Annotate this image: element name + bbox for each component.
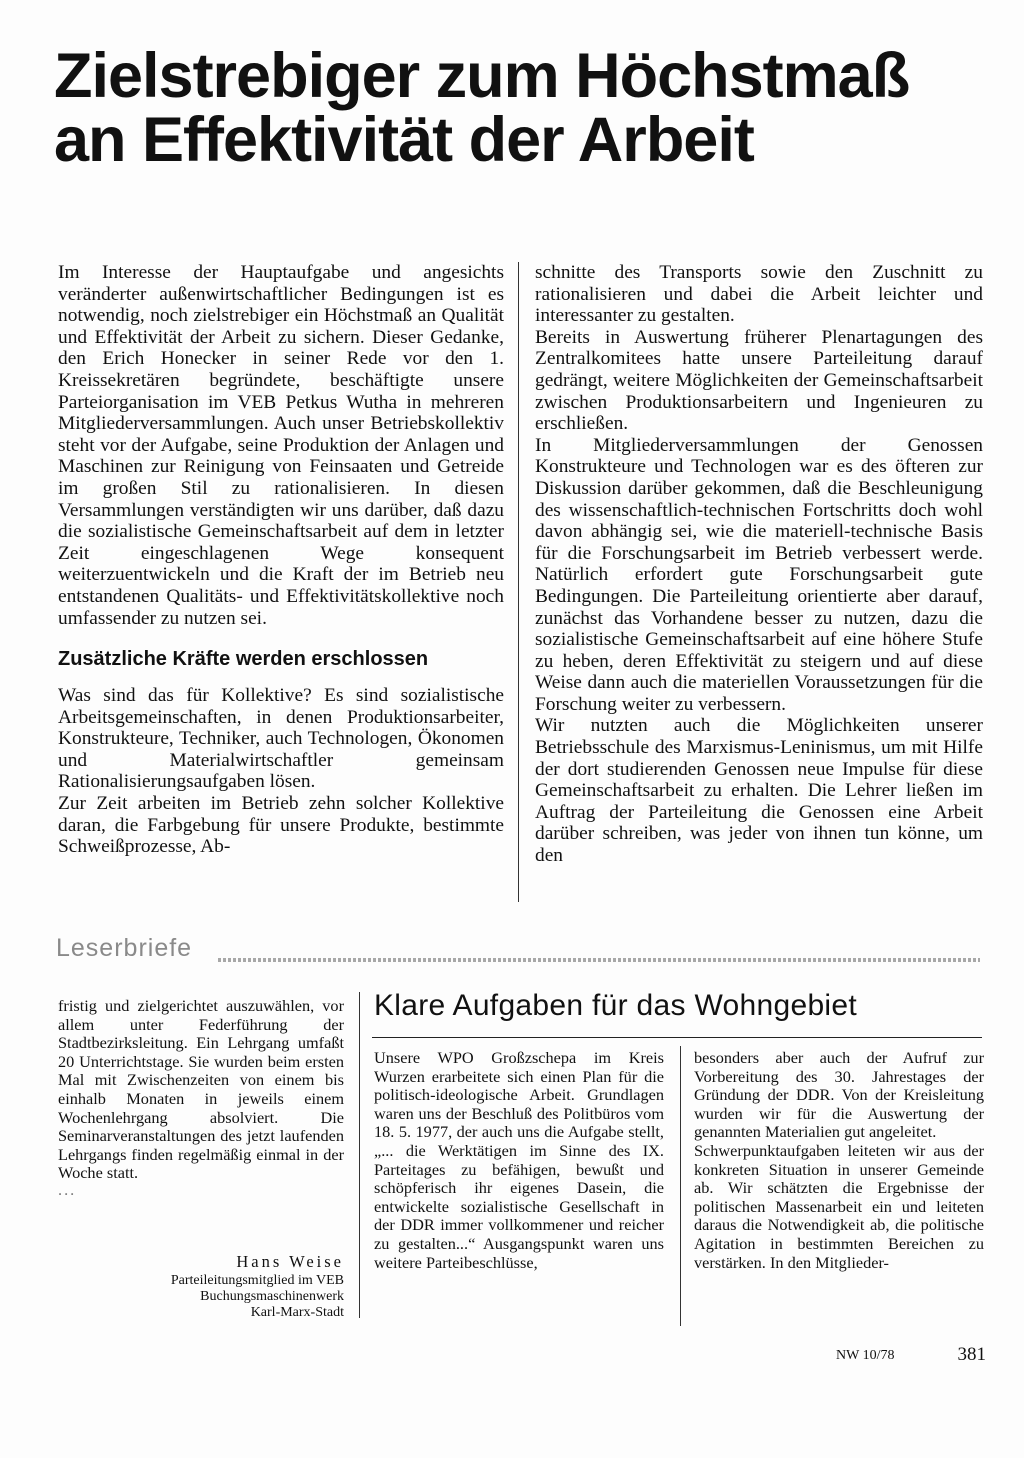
letter-signature [171, 1252, 344, 1321]
title-line-1: Zielstrebiger zum Höchstmaß [54, 41, 910, 111]
letter-1-column [58, 997, 344, 1197]
title-line-2: an Effektivität der Arbeit [54, 105, 754, 175]
article-column-2 [535, 262, 983, 867]
column-divider [518, 262, 519, 902]
section-divider [218, 958, 980, 962]
subheading: Zusätzliche Kräfte werden erschlossen [58, 648, 429, 671]
ellipsis-mark: ... [58, 1179, 77, 1199]
article-column-1 [58, 262, 504, 858]
paragraph: Bereits in Auswertung früherer Plenartagungen des Zentralkomitees hatte unsere Parteileitung darauf gedrängt, weitere Möglichkeiten der Gemeinschaftsarbeit zwischen Produktionsarbeitern und Ingenieuren zu erschließen. [535, 326, 983, 435]
author-role: Parteileitungsmitglied im VEB [170, 1273, 344, 1288]
author-city: Karl-Marx-Stadt [250, 1305, 344, 1320]
paragraph: Was sind das für Kollektive? Es sind sozialistische Arbeitsgemeinschaften, in denen Produktionsarbeiter, Konstrukteure, Techniker, auch Technologen, Ökonomen und Materialwirtschaftler gemeinsam Rationalisierungsaufgaben lösen. [58, 685, 504, 793]
page-number: 381 [957, 1344, 986, 1365]
paragraph: Im Interesse der Hauptaufgabe und angesichts veränderter außenwirtschaftlicher Bedingungen ist es notwendig, noch zielstrebiger ein Höchstmaß an Qualität und Effektivität der Arbeit zu sichern. Dieser Gedanke, den Erich Honecker in seiner Rede vor den 1. Kreissekretären begründete, beschäftigte unsere Parteiorganisation im VEB Petkus Wutha in mehreren Mitgliederversammlungen. Auch unser Betriebskollektiv steht vor der Aufgabe, seine Produktion der Anlagen und Maschinen zur Reinigung von Feinsaaten und Getreide im großen Stil zu rationalisieren. In diesen Versammlungen verständigten wir uns darüber, daß dazu die sozialistische Gemeinschaftsarbeit auf dem in letzter Zeit eingeschlagenen Wege konsequent weiterzuentwickeln und die Kraft der im Betrieb neu entstandenen Qualitäts- und Effektivitätskollektive noch umfassender zu nutzen sei. [58, 262, 504, 629]
section-label-leserbriefe: Leserbriefe [56, 934, 193, 962]
letter-2-title: Klare Aufgaben für das Wohngebiet [374, 989, 858, 1022]
page-footer [836, 1344, 986, 1368]
paragraph: Unsere WPO Großzschepa im Kreis Wurzen erarbeitete sich einen Plan für die politisch-ideologische Arbeit. Grundlagen waren uns der Beschluß des Politbüros vom 18. 5. 1977, der auch uns die Aufgabe stellt, „... die Werktätigen im Sinne des IX. Parteitages zu befähigen, bewußt und schöpferisch ihr eigenes Dasein, die entwickelte sozialistische Gesellschaft in der DDR immer vollkommener und reicher zu gestalten...“ Ausgangspunkt waren uns weitere Parteibeschlüsse, [374, 1048, 664, 1272]
paragraph: besonders aber auch der Aufruf zur Vorbereitung des 30. Jahrestages der Gründung der DDR. Von der Kreisleitung wurden wir für die Auswertung der genannten Materialien gut angeleitet. [694, 1048, 984, 1142]
paragraph: fristig und zielgerichtet auszuwählen, vor allem unter Federführung der Stadtbezirksleitung. Ein Lehrgang umfaßt 20 Unterrichtstage. Sie wurden beim ersten Mal mit Zwischenzeiten von einem bis einhalb Monaten in jeweils einem Wochenlehrgang absolviert. Die Seminarveranstaltungen des jetzt laufenden Lehrgangs finden regelmäßig einmal in der Woche statt. [58, 996, 344, 1183]
paragraph: schnitte des Transports sowie den Zuschnitt zu rationalisieren und dabei die Arbeit leichter und interessanter zu gestalten. [535, 262, 983, 327]
letter-2-column-2 [694, 1049, 984, 1272]
column-divider [359, 992, 360, 1318]
column-divider [680, 1046, 681, 1326]
paragraph: In Mitgliederversammlungen der Genossen Konstrukteure und Technologen war es des öfteren zur Diskussion darüber gekommen, daß die Beschleunigung des wissenschaftlich-technischen Fortschritts doch wohl davon abhängig sei, wie die materiell-technische Basis für die Forschungsarbeit im Betrieb verbessert werde. Natürlich erfordert gute Forschungsarbeit gute Bedingungen. Die Parteileitung orientierte aber darauf, zunächst das Vorhandene besser zu nutzen, dazu die sozialistische Gemeinschaftsarbeit auf eine höhere Stufe zu heben, deren Effektivität zu steigern und auf diese Weise dann auch die materiellen Voraussetzungen für die Forschung weiter zu verbessern. [535, 434, 983, 715]
issue-label: NW 10/78 [836, 1348, 895, 1363]
letter-2-column-1 [374, 1049, 664, 1272]
paragraph: Wir nutzten auch die Möglichkeiten unserer Betriebsschule des Marxismus-Leninismus, um mit Hilfe der dort studierenden Genossen neue Impulse für diese Gemeinschaftsarbeit zu erhalten. Die Lehrer ließen im Auftrag der Parteileitung die Genossen eine Arbeit darüber schreiben, was jeder von ihnen tun könne, um den [535, 715, 983, 867]
paragraph: Zur Zeit arbeiten im Betrieb zehn solcher Kollektive daran, die Farbgebung für unsere Produkte, bestimmte Schweißprozesse, Ab- [58, 793, 504, 858]
author-name: Hans Weise [236, 1252, 344, 1271]
article-title [54, 41, 1014, 175]
title-underline [372, 1037, 982, 1038]
author-org: Buchungsmaschinenwerk [200, 1289, 344, 1304]
paragraph: Schwerpunktaufgaben leiteten wir aus der konkreten Situation in unserer Gemeinde ab. Wir schätzten die Ergebnisse der politischen Massenarbeit ein und leiteten daraus die Notwendigkeit ab, die politische Agitation in bestimmten Bereichen zu verstärken. In den Mitglieder- [694, 1140, 984, 1272]
